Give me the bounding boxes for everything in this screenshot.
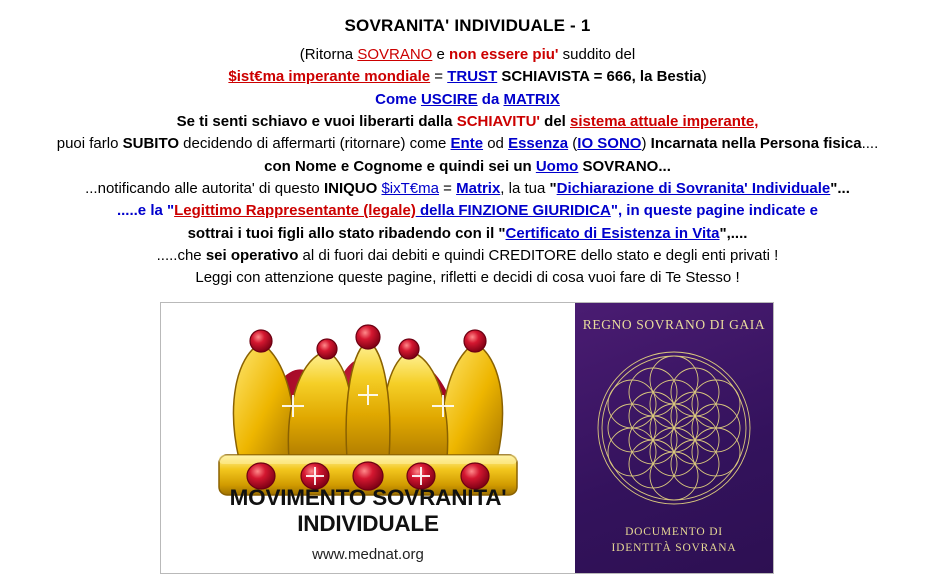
- line10-sei-operativo: sei operativo: [205, 246, 299, 264]
- link-uomo[interactable]: Uomo: [535, 157, 579, 175]
- crown-gem: [464, 330, 486, 352]
- crown-illustration: [161, 309, 575, 509]
- line7-quote-close: "...: [830, 179, 850, 197]
- text-line-2: [8, 66, 927, 87]
- line9-b: ",....: [719, 224, 748, 242]
- link-sovrano[interactable]: SOVRANO: [357, 46, 433, 64]
- link-sistema-imperante-mondiale[interactable]: $ist€ma imperante mondiale: [228, 68, 431, 86]
- line6-a: con Nome e Cognome e quindi sei un: [264, 157, 536, 175]
- link-sistema-attuale-imperante[interactable]: sistema attuale imperante,: [570, 113, 759, 131]
- card-footer: [575, 524, 773, 557]
- link-matrix[interactable]: Matrix: [456, 179, 501, 197]
- line10-b: al di fuori dai debiti e quindi CREDITORE dello stato e degli enti privati !: [298, 246, 779, 264]
- movement-banner-image: [160, 302, 774, 574]
- crown-gem: [317, 339, 337, 359]
- line5-e: ): [641, 135, 651, 153]
- line5-f: ....: [861, 135, 879, 153]
- line5-incarnata: Incarnata nella Persona fisica: [650, 135, 862, 153]
- text-line-3: [8, 89, 927, 110]
- link-uscire[interactable]: USCIRE: [420, 90, 478, 108]
- link-io-sono[interactable]: IO SONO: [577, 135, 642, 153]
- line6-b: SOVRANO...: [578, 157, 671, 175]
- page-title: SOVRANITA' INDIVIDUALE - 1: [344, 16, 591, 35]
- line1-suffix: suddito del: [558, 46, 636, 64]
- link-certificato-esistenza-in-vita[interactable]: Certificato di Esistenza in Vita: [505, 224, 720, 242]
- card-footer-line-1: DOCUMENTO DI: [625, 525, 723, 538]
- line2-close: ): [701, 68, 707, 86]
- crown-gem: [356, 325, 380, 349]
- line3-mid: da: [477, 90, 504, 108]
- document-text-block: [0, 0, 935, 288]
- link-finzione-giuridica[interactable]: della FINZIONE GIURIDICA: [415, 202, 611, 220]
- link-trust[interactable]: TRUST: [447, 68, 498, 86]
- line7-iniquo: INIQUO: [323, 179, 382, 197]
- line9-a: sottrai i tuoi figli allo stato ribadendo con il ": [187, 224, 506, 242]
- line4-prefix: Se ti senti schiavo e vuoi liberarti dalla: [176, 113, 457, 131]
- line4-schiavitu: SCHIAVITU': [456, 113, 540, 131]
- text-line-11: Leggi con attenzione queste pagine, rifletti e decidi di cosa vuoi fare di Te Stesso !: [195, 269, 740, 287]
- line7-c: , la tua: [500, 179, 550, 197]
- text-line-6: [8, 156, 927, 177]
- link-sixtema[interactable]: $ixT€ma: [381, 179, 439, 197]
- line5-c: od: [483, 135, 509, 153]
- line8-b: ", in queste pagine indicate e: [610, 202, 819, 220]
- link-dichiarazione-sovranita[interactable]: Dichiarazione di Sovranita' Individuale: [556, 179, 831, 197]
- line7-b: =: [439, 179, 457, 197]
- text-line-1: [8, 44, 927, 65]
- line1-prefix: (Ritorna: [299, 46, 358, 64]
- crown-panel: [161, 303, 575, 573]
- line5-d: (: [568, 135, 578, 153]
- line5-a: puoi farlo: [56, 135, 123, 153]
- crown-gem: [399, 339, 419, 359]
- flower-of-life-icon: [595, 349, 753, 507]
- text-line-9: [8, 223, 927, 244]
- line2-schiavista: SCHIAVISTA = 666, la Bestia: [497, 68, 702, 86]
- line3-prefix: Come: [375, 90, 421, 108]
- crown-svg: [161, 309, 575, 509]
- card-footer-line-2: IDENTITÀ SOVRANA: [611, 542, 737, 555]
- line7-a: ...notificando alle autorita' di questo: [85, 179, 324, 197]
- link-legittimo-rappresentante[interactable]: Legittimo Rappresentante (legale): [174, 202, 416, 220]
- text-line-7: [8, 178, 927, 199]
- line5-subito: SUBITO: [122, 135, 180, 153]
- text-line-10: [8, 245, 927, 266]
- crown-gem: [250, 330, 272, 352]
- website-url: www.mednat.org: [312, 546, 424, 563]
- line1-emphasis: non essere piu': [449, 46, 559, 64]
- movement-name: MOVIMENTO SOVRANITA' INDIVIDUALE: [229, 485, 507, 536]
- line1-mid: e: [432, 46, 450, 64]
- line4-mid: del: [539, 113, 570, 131]
- line8-a: .....e la ": [116, 202, 175, 220]
- link-essenza[interactable]: Essenza: [508, 135, 569, 153]
- link-ente[interactable]: Ente: [450, 135, 484, 153]
- line7-quote-open: ": [549, 179, 557, 197]
- text-line-4: [8, 111, 927, 132]
- card-heading: REGNO SOVRANO DI GAIA: [582, 317, 766, 332]
- link-matrix-top[interactable]: MATRIX: [503, 90, 560, 108]
- line2-eq: =: [430, 68, 448, 86]
- text-line-5: [8, 133, 927, 154]
- line10-a: .....che: [156, 246, 206, 264]
- line5-b: decidendo di affermarti (ritornare) come: [179, 135, 451, 153]
- text-line-8: [8, 200, 927, 221]
- sovereign-id-card: [575, 303, 773, 573]
